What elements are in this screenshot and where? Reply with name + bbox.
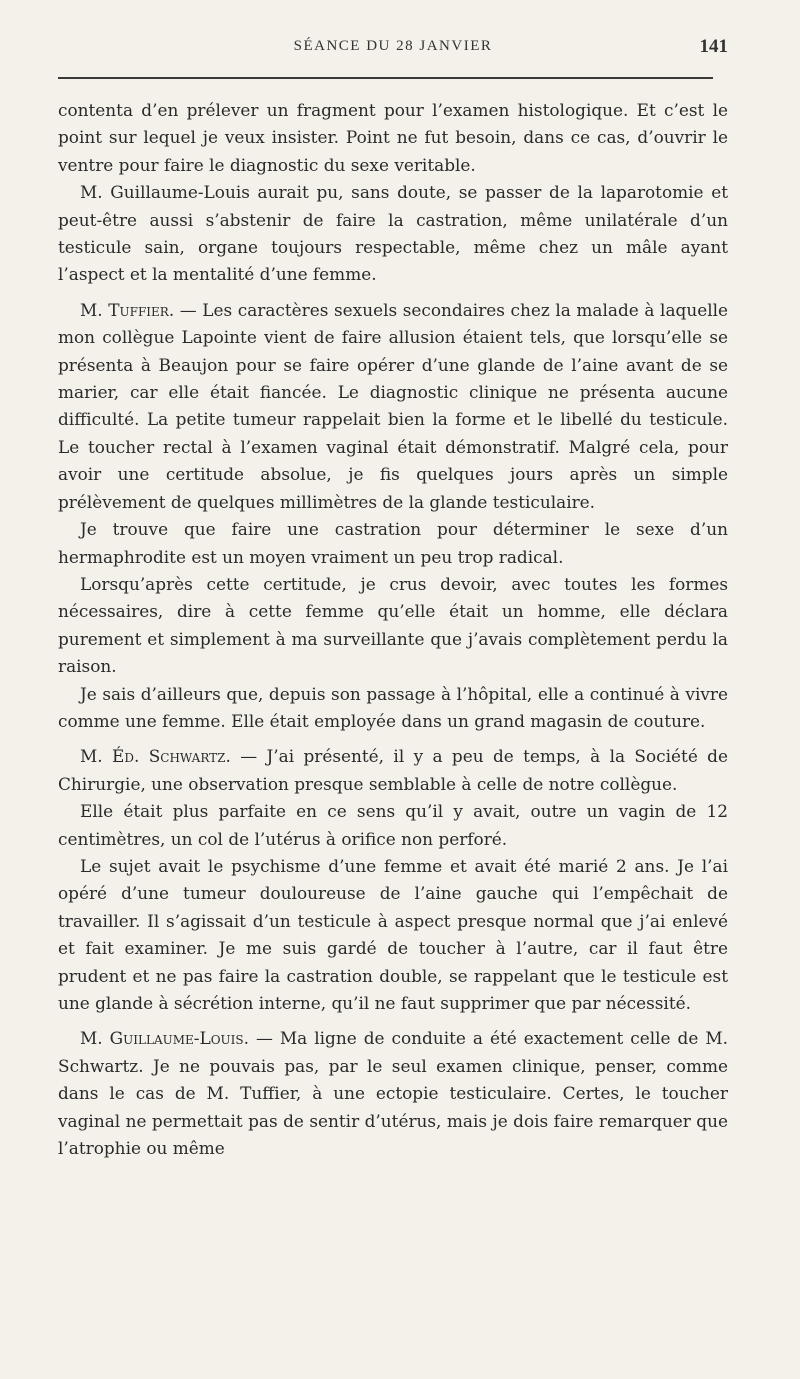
paragraph xyxy=(58,297,728,516)
paragraph xyxy=(58,179,728,289)
paragraph-text: — Ma ligne de conduite a été exactement celle de M. Schwartz. Je ne pouvais pas, par le seul examen clinique, penser, comme dans le cas de M. Tuffier, à une ectopie testiculaire. Certes, le toucher vaginal ne permettait pas de sentir d’utérus, mais je dois faire remarquer que l’atrophie ou même xyxy=(58,1028,728,1159)
paragraph-text: Je sais d’ailleurs que, depuis son passage à l’hôpital, elle a continué à vivre comme une femme. Elle était employée dans un grand magasin de couture. xyxy=(58,683,728,731)
body-text xyxy=(58,97,728,1162)
document-page xyxy=(58,36,728,1162)
paragraph-text: Elle était plus parfaite en ce sens qu’il y avait, outre un vagin de 12 centimètres, un col de l’utérus à orifice non perforé. xyxy=(58,801,728,849)
running-title: SÉANCE DU 28 JANVIER xyxy=(293,38,493,54)
paragraph-text: Le sujet avait le psychisme d’une femme et avait été marié 2 ans. Je l’ai opéré d’une tumeur douloureuse de l’aine gauche qui l’empêchait de travailler. Il s’agissait d’un testicule à aspect presque normal que j’ai enlevé et fait examiner. Je me suis gardé de toucher à l’autre, car il faut être prudent et ne pas faire la castration double, se rappelant que le testicule est une glande à sécrétion interne, qu’il ne faut supprimer que par nécessité. xyxy=(58,855,728,1013)
paragraph xyxy=(58,681,728,736)
speaker: M. Éd. Schwartz. xyxy=(80,746,231,767)
page-number: 141 xyxy=(699,36,728,57)
paragraph-text: — J’ai présenté, il y a peu de temps, à la Société de Chirurgie, une observation presque semblable à celle de notre collègue. xyxy=(58,746,728,794)
page-header xyxy=(58,36,728,66)
paragraph-text: — Les caractères sexuels secondaires chez la malade à laquelle mon collègue Lapointe vient de faire allusion étaient tels, que lorsqu’elle se présenta à Beaujon pour se faire opérer d’une glande de l’aine avant de se marier, car elle était fiancée. Le diagnostic clinique ne présenta aucune difficulté. La petite tumeur rappelait bien la forme et le libellé du testicule. Le toucher rectal à l’examen vaginal était démonstratif. Malgré cela, pour avoir une certitude absolue, je fis quelques jours après un simple prélèvement de quelques millimètres de la glande testiculaire. xyxy=(58,299,729,512)
paragraph xyxy=(58,743,728,798)
paragraph xyxy=(58,571,728,681)
paragraph xyxy=(58,516,728,571)
paragraph-text: Je trouve que faire une castration pour déterminer le sexe d’un hermaphrodite est un moyen vraiment un peu trop radical. xyxy=(58,519,728,567)
paragraph xyxy=(58,97,728,179)
header-rule xyxy=(58,77,713,79)
paragraph-text: M. Guillaume-Louis aurait pu, sans doute, se passer de la laparotomie et peut-être aussi s’abstenir de faire la castration, même unilatérale d’un testicule sain, organe toujours respectable, même chez un mâle ayant l’aspect et la mentalité d’une femme. xyxy=(58,182,728,285)
paragraph xyxy=(58,798,728,853)
speaker: M. Tuffier. xyxy=(80,299,175,320)
paragraph xyxy=(58,1025,728,1162)
paragraph-text: contenta d’en prélever un fragment pour l’examen histologique. Et c’est le point sur lequel je veux insister. Point ne fut besoin, dans ce cas, d’ouvrir le ventre pour faire le diagnostic du sexe veritable. xyxy=(58,100,728,175)
paragraph xyxy=(58,853,728,1017)
speaker: M. Guillaume-Louis. xyxy=(80,1028,249,1049)
paragraph-text: Lorsqu’après cette certitude, je crus devoir, avec toutes les formes nécessaires, dire à cette femme qu’elle était un homme, elle déclara purement et simplement à ma surveillante que j’avais complètement perdu la raison. xyxy=(58,573,728,677)
